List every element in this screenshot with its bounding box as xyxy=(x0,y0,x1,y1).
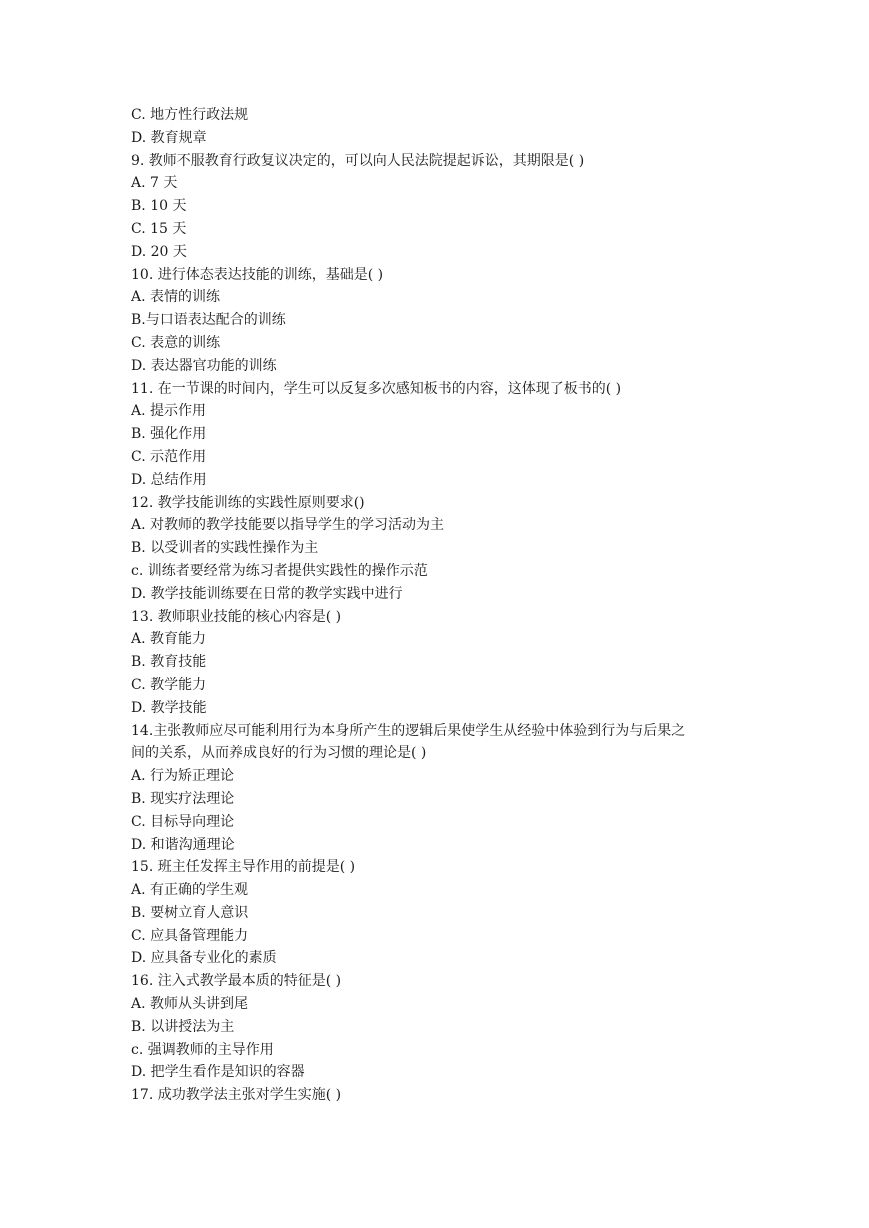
option-line: C. 示范作用 xyxy=(131,448,207,465)
option-line: D. 应具备专业化的素质 xyxy=(131,950,277,967)
option-line: B.与口语表达配合的训练 xyxy=(131,312,286,329)
question-line: 13. 教师职业技能的核心内容是( ) xyxy=(131,608,342,625)
option-line: A. 教师从头讲到尾 xyxy=(131,996,249,1013)
option-line: c. 强调教师的主导作用 xyxy=(131,1041,274,1058)
option-line: C. 教学能力 xyxy=(131,676,207,693)
option-line: B. 10 天 xyxy=(131,198,187,215)
option-line: D. 和谐沟通理论 xyxy=(131,836,235,853)
text-line: D. 教育规章 xyxy=(131,129,207,146)
question-line: 15. 班主任发挥主导作用的前提是( ) xyxy=(131,859,356,876)
option-line: A. 7 天 xyxy=(131,175,178,192)
option-line: D. 教学技能训练要在日常的教学实践中进行 xyxy=(131,585,403,602)
option-line: C. 15 天 xyxy=(131,220,187,237)
question-line: 16. 注入式教学最本质的特征是( ) xyxy=(131,973,342,990)
option-line: D. 总结作用 xyxy=(131,471,207,488)
question-list xyxy=(131,104,771,1107)
option-line: C. 表意的训练 xyxy=(131,334,221,351)
option-line: A. 行为矫正理论 xyxy=(131,768,235,785)
option-line: A. 提示作用 xyxy=(131,403,207,420)
option-line: B. 现实疗法理论 xyxy=(131,790,235,807)
option-line: A. 教育能力 xyxy=(131,631,207,648)
option-line: D. 表达器官功能的训练 xyxy=(131,357,277,374)
option-line: C. 应具备管理能力 xyxy=(131,927,249,944)
text-line: C. 地方性行政法规 xyxy=(131,107,249,123)
question-line: 14.主张教师应尽可能利用行为本身所产生的逻辑后果使学生从经验中体验到行为与后果之 xyxy=(131,722,686,739)
option-line: A. 对教师的教学技能要以指导学生的学习活动为主 xyxy=(131,517,445,534)
option-line: D. 20 天 xyxy=(131,243,187,260)
question-line: 11. 在一节课的时间内，学生可以反复多次感知板书的内容，这体现了板书的( ) xyxy=(131,380,622,397)
option-line: A. 有正确的学生观 xyxy=(131,882,249,899)
option-line: B. 以讲授法为主 xyxy=(131,1018,235,1035)
option-line: B. 强化作用 xyxy=(131,426,207,443)
option-line: C. 目标导向理论 xyxy=(131,813,235,830)
option-line: B. 以受训者的实践性操作为主 xyxy=(131,540,319,557)
question-line: 12. 教学技能训练的实践性原则要求() xyxy=(131,494,365,511)
question-line: 9. 教师不服教育行政复议决定的，可以向人民法院提起诉讼，其期限是( ) xyxy=(131,152,585,169)
question-line: 17. 成功教学法主张对学生实施( ) xyxy=(131,1087,342,1104)
option-line: A. 表情的训练 xyxy=(131,289,221,306)
option-line: D. 把学生看作是知识的容器 xyxy=(131,1064,305,1081)
option-line: c. 训练者要经常为练习者提供实践性的操作示范 xyxy=(131,562,428,579)
option-line: D. 教学技能 xyxy=(131,699,207,716)
question-line-continued: 间的关系，从而养成良好的行为习惯的理论是( ) xyxy=(131,745,427,762)
option-line: B. 要树立育人意识 xyxy=(131,904,249,921)
option-line: B. 教育技能 xyxy=(131,654,207,671)
question-line: 10. 进行体态表达技能的训练，基础是( ) xyxy=(131,266,384,283)
